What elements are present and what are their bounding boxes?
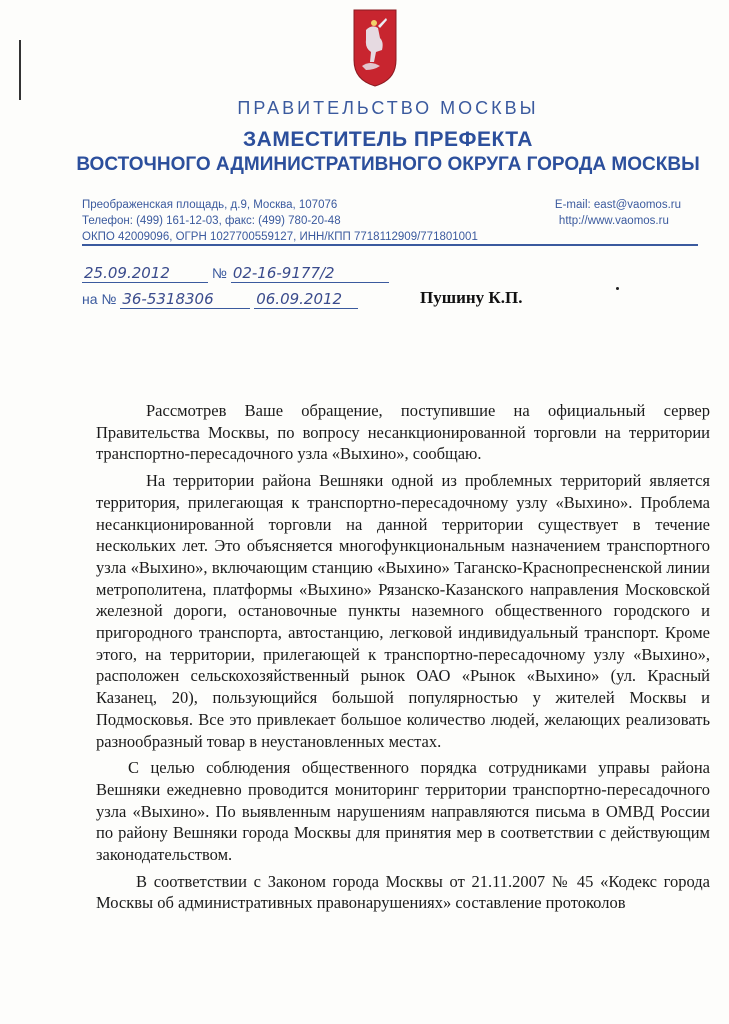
district-title: ВОСТОЧНОГО АДМИНИСТРАТИВНОГО ОКРУГА ГОРОДА МОСКВЫ — [76, 154, 700, 175]
margin-mark — [19, 40, 21, 100]
outgoing-number: 02-16-9177/2 — [231, 264, 389, 283]
codes-line: ОКПО 42009096, ОГРН 1027700559127, ИНН/КПП 7718112909/771801001 — [82, 231, 478, 243]
reference-label: на № — [82, 291, 117, 307]
deputy-prefect-title: ЗАМЕСТИТЕЛЬ ПРЕФЕКТА — [243, 128, 533, 151]
number-label: № — [211, 265, 227, 281]
contact-block-right — [555, 197, 681, 229]
website-line: http://www.vaomos.ru — [558, 215, 669, 227]
address-line: Преображенская площадь, д.9, Москва, 107076 — [82, 199, 338, 211]
ink-dot — [616, 287, 619, 290]
registration-line — [82, 264, 389, 283]
paragraph-4: В соответствии с Законом города Москвы от 21.11.2007 № 45 «Кодекс города Москвы об административных правонарушениях» составление протоколов — [96, 871, 710, 913]
paragraph-1: Рассмотрев Ваше обращение, поступившие на официальный сервер Правительства Москвы, по вопросу несанкционированной торговли на территории транспортно-пересадочного узла «Выхино», сообщаю. — [96, 401, 710, 464]
paragraph-2: На территории района Вешняки одной из проблемных территорий является территория, прилегающая к транспортно-пересадочному узлу «Выхино». Проблема несанкционированной торговли на данной территории существует в течение нескольких лет. Это объясняется многофункциональным назначением транспортного узла «Выхино», включающим станцию «Выхино» Таганско-Краснопресненской линии метрополитена, платформы «Выхино» Рязанско-Казанского направления Московской железной дороги, остановочные пункты наземного общественного городского и пригородного транспорта, автостанцию, легковой индивидуальный транспорт. Кроме этого, на территории, прилегающей к транспортно-пересадочному узлу «Выхино», расположен сельскохозяйственный рынок ОАО «Рынок «Выхино» (ул. Красный Казанец, 20), пользующийся большой популярностью у жителей Москвы и Подмосковья. Все это привлекает большое количество людей, желающих реализовать разнообразный товар в неустановленных местах. — [96, 471, 710, 751]
phone-line: Телефон: (499) 161-12-03, факс: (499) 780-20-48 — [82, 215, 341, 227]
moscow-coat-of-arms-icon — [352, 8, 398, 88]
reference-date: 06.09.2012 — [254, 290, 358, 309]
reference-line — [82, 290, 358, 309]
addressee: Пушину К.П. — [420, 288, 523, 307]
contact-block — [82, 197, 478, 245]
reference-number: 36-5318306 — [120, 290, 250, 309]
paragraph-3: С целью соблюдения общественного порядка сотрудниками управы района Вешняки ежедневно проводится мониторинг территории транспортно-пересадочного узла «Выхино». По выявленным нарушениям направляются письма в ОМВД России по району Вешняки города Москвы для принятия мер в соответствии с действующим законодательством. — [96, 758, 710, 865]
outgoing-date: 25.09.2012 — [82, 264, 208, 283]
email-line: E-mail: east@vaomos.ru — [554, 199, 681, 211]
letter-body — [96, 400, 710, 919]
header-divider — [82, 244, 698, 246]
government-title: ПРАВИТЕЛЬСТВО МОСКВЫ — [237, 98, 539, 118]
